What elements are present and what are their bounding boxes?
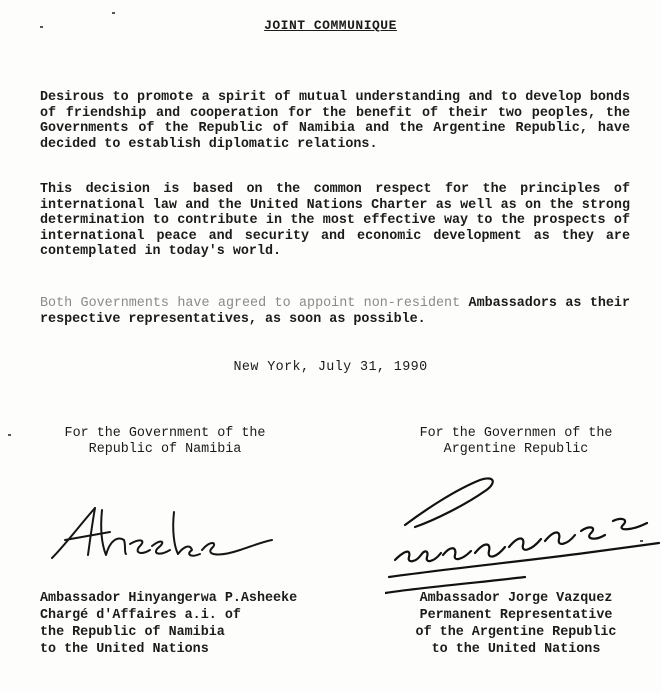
namibia-signatory-line-4: to the United Nations [40, 642, 209, 657]
scan-speck [40, 26, 43, 28]
paragraph-2: This decision is based on the common respect for the principles of international law and the United Nations Charter as well as on the strong determination to contribute in the most effective way to the prospects of international peace and security and economic development as they are contemplated in today's world. [40, 182, 630, 260]
scan-speck [8, 434, 11, 436]
namibia-signature [40, 500, 280, 570]
document-title: JOINT COMMUNIQUE [264, 18, 397, 33]
argentina-signatory-line-1: Ambassador Jorge Vazquez [419, 591, 613, 606]
namibia-heading-line-1: For the Government of the [64, 426, 266, 441]
scan-speck [112, 12, 115, 14]
paragraph-3 [40, 296, 630, 327]
paragraph-1: Desirous to promote a spirit of mutual understanding and to develop bonds of friendship and cooperation for the benefit of their two peoples, the Governments of the Republic of Namibia and the Argentine Republic, have decided to establish diplomatic relations. [40, 90, 630, 152]
namibia-signatory-block [40, 590, 370, 658]
argentina-signature [385, 465, 661, 595]
scan-speck [640, 540, 643, 542]
paragraph-3-faded-text: Both Governments have agreed to appoint non-resident [40, 296, 461, 311]
place-and-date: New York, July 31, 1990 [233, 360, 428, 375]
namibia-signatory-line-2: Chargé d'Affaires a.i. of [40, 608, 241, 623]
argentina-signatory-line-4: to the United Nations [431, 642, 601, 657]
namibia-signatory-line-3: the Republic of Namibia [40, 625, 225, 640]
argentina-signatory-line-2: Permanent Representative [419, 608, 613, 623]
argentina-government-heading [385, 426, 647, 458]
argentina-signatory-block [385, 590, 647, 658]
argentina-heading-line-1: For the Governmen of the [419, 426, 613, 441]
paragraph-3-text: Ambassadors as their respective representatives, as soon as possible. [40, 296, 630, 327]
namibia-signatory-line-1: Ambassador Hinyangerwa P.Asheeke [40, 591, 298, 606]
argentina-signatory-line-3: of the Argentine Republic [415, 625, 617, 640]
namibia-government-heading [30, 426, 300, 458]
namibia-heading-line-2: Republic of Namibia [88, 442, 242, 457]
argentina-heading-line-2: Argentine Republic [443, 442, 589, 457]
